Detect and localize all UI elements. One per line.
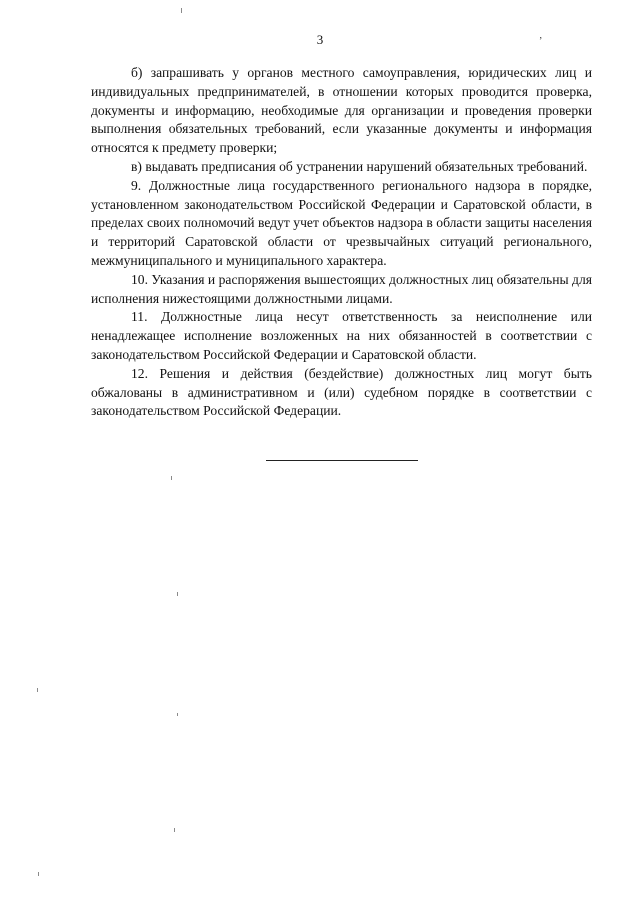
scan-speck <box>177 713 178 716</box>
scan-speck <box>38 872 39 876</box>
paragraph-10: 10. Указания и распоряжения вышестоящих должностных лиц обязательны для исполнения нижестоящими должностными лицами. <box>91 271 592 306</box>
document-body <box>91 64 592 421</box>
scan-speck <box>37 688 38 692</box>
paragraph-11: 11. Должностные лица несут ответственность за неисполнение или ненадлежащее исполнение возложенных на них обязанностей в соответствии с законодательством Российской Федерации и Саратовской области. <box>91 309 592 362</box>
paragraph-9: 9. Должностные лица государственного регионального надзора в порядке, установленном законодательством Российской Федерации и Саратовской области, в пределах своих полномочий ведут учет объектов надзора в области защиты населения и территорий Саратовской области от чрезвычайных ситуаций регионального, межмуниципального и муниципального характера. <box>91 177 592 268</box>
scan-mark: ’ <box>539 36 543 47</box>
end-separator-line <box>266 460 418 461</box>
page-number: 3 <box>316 32 324 47</box>
scan-speck <box>181 8 182 13</box>
paragraph-b: б) запрашивать у органов местного самоуправления, юридических лиц и индивидуальных предпринимателей, в отношении которых проводится проверка, документы и информацию, необходимые для организации и проведения проверки выполнения обязательных требований, если указанные документы и информация относятся к предмету проверки; <box>91 65 592 156</box>
paragraph-12: 12. Решения и действия (бездействие) должностных лиц могут быть обжалованы в административном и (или) судебном порядке в соответствии с законодательством Российской Федерации. <box>91 365 592 419</box>
paragraph-v: в) выдавать предписания об устранении нарушений обязательных требований. <box>131 158 588 174</box>
scan-speck <box>171 476 172 480</box>
scan-speck <box>174 828 175 832</box>
scan-speck <box>177 592 178 596</box>
